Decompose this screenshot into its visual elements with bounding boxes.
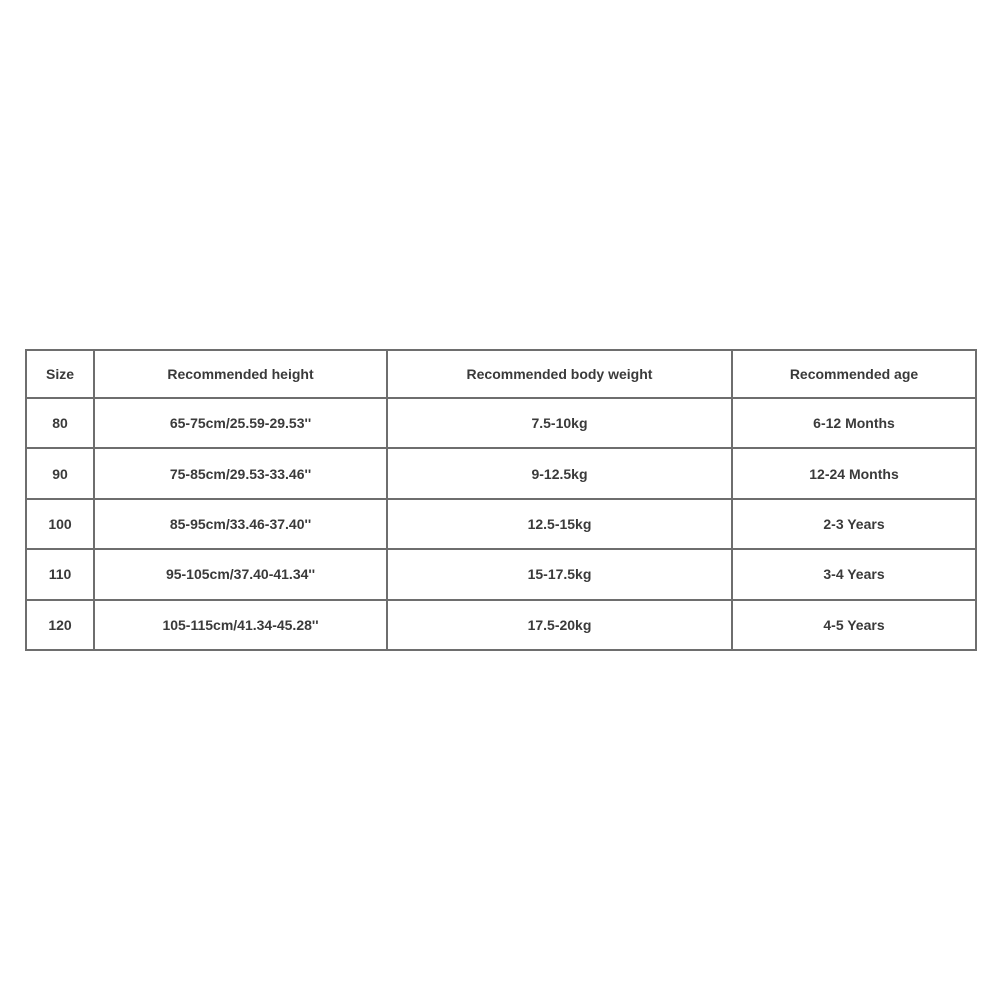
cell-weight: 15-17.5kg xyxy=(387,549,732,599)
header-weight: Recommended body weight xyxy=(387,350,732,398)
cell-weight: 7.5-10kg xyxy=(387,398,732,448)
table-header-row xyxy=(26,350,976,398)
table-row xyxy=(26,600,976,650)
size-chart-table xyxy=(25,349,977,651)
cell-weight: 9-12.5kg xyxy=(387,448,732,498)
table-row xyxy=(26,549,976,599)
table-row xyxy=(26,499,976,549)
cell-age: 12-24 Months xyxy=(732,448,976,498)
header-size: Size xyxy=(26,350,94,398)
cell-age: 4-5 Years xyxy=(732,600,976,650)
cell-height: 95-105cm/37.40-41.34'' xyxy=(94,549,387,599)
table-row xyxy=(26,448,976,498)
cell-weight: 17.5-20kg xyxy=(387,600,732,650)
cell-age: 6-12 Months xyxy=(732,398,976,448)
cell-size: 120 xyxy=(26,600,94,650)
header-height: Recommended height xyxy=(94,350,387,398)
cell-size: 90 xyxy=(26,448,94,498)
cell-size: 80 xyxy=(26,398,94,448)
cell-height: 65-75cm/25.59-29.53'' xyxy=(94,398,387,448)
cell-size: 110 xyxy=(26,549,94,599)
cell-height: 105-115cm/41.34-45.28'' xyxy=(94,600,387,650)
cell-size: 100 xyxy=(26,499,94,549)
table-row xyxy=(26,398,976,448)
header-age: Recommended age xyxy=(732,350,976,398)
cell-weight: 12.5-15kg xyxy=(387,499,732,549)
cell-height: 85-95cm/33.46-37.40'' xyxy=(94,499,387,549)
cell-age: 3-4 Years xyxy=(732,549,976,599)
cell-height: 75-85cm/29.53-33.46'' xyxy=(94,448,387,498)
cell-age: 2-3 Years xyxy=(732,499,976,549)
